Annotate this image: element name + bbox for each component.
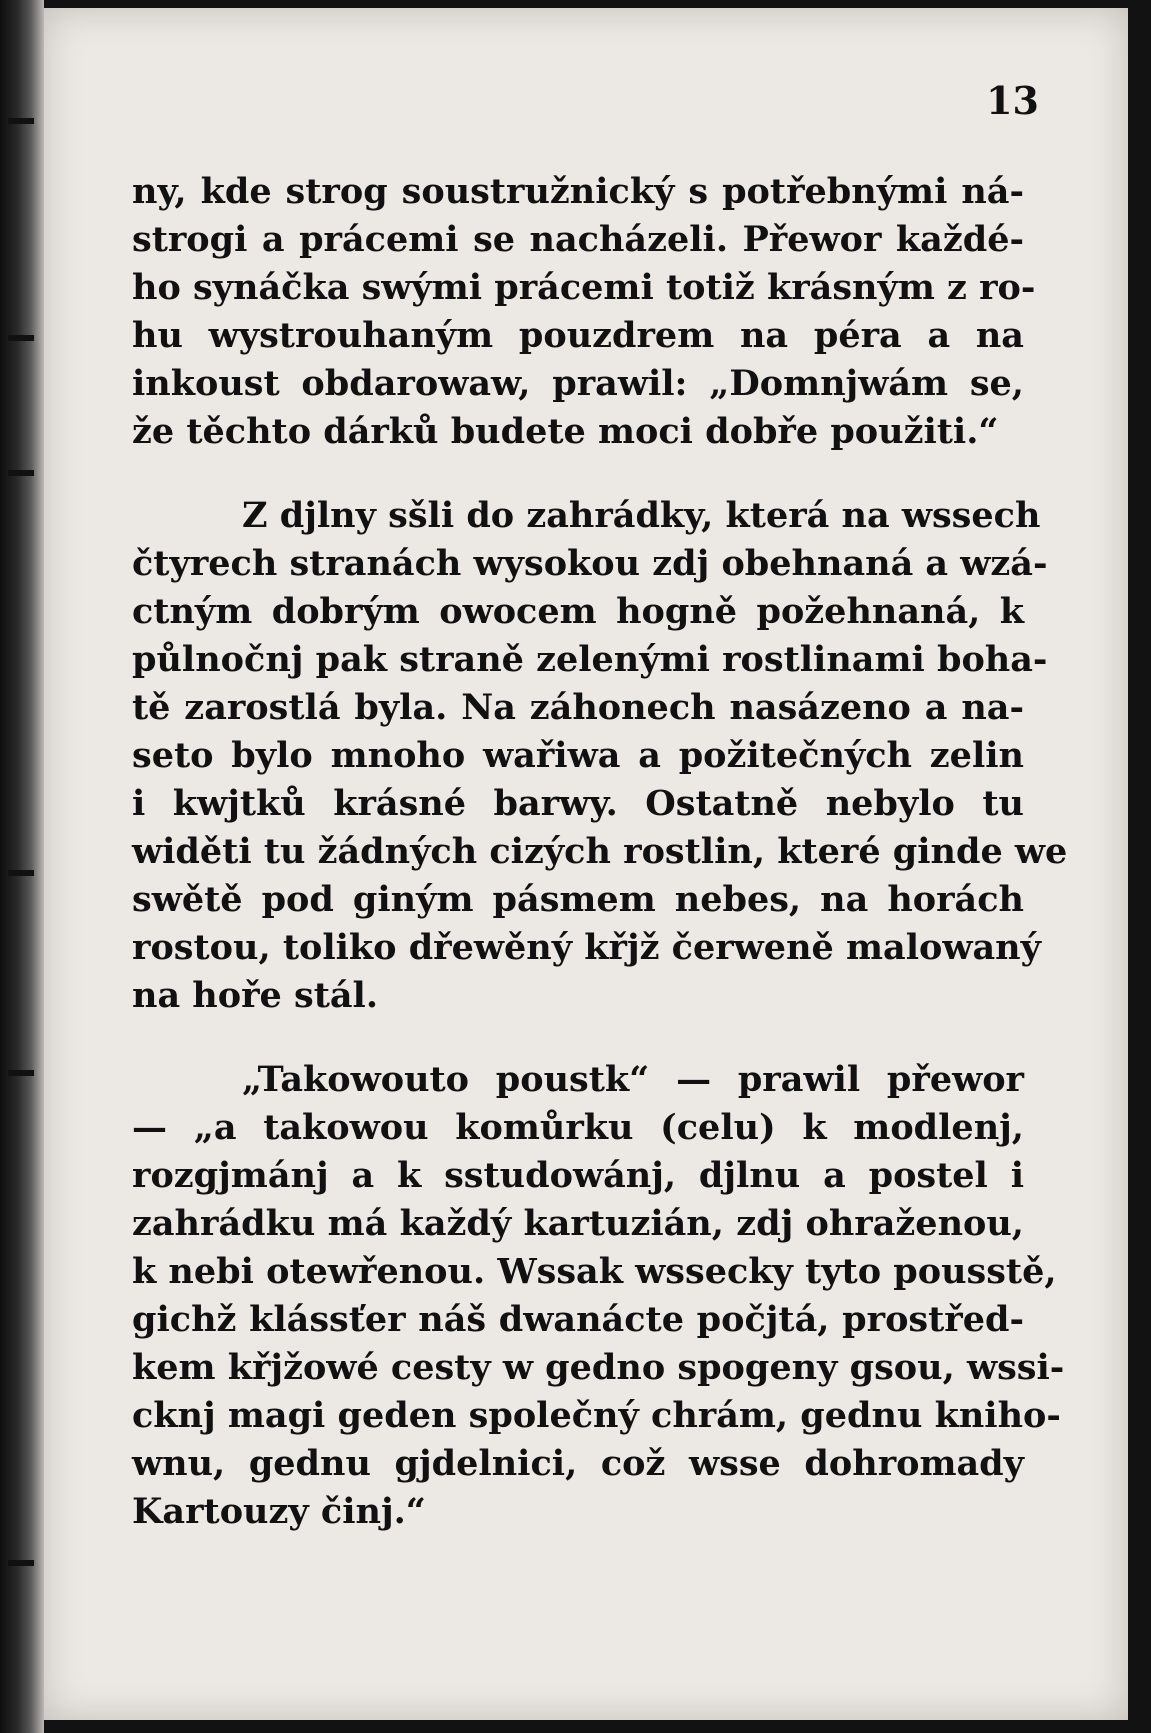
text-line: wnu, gednu gjdelnici, což wsse dohromady	[132, 1443, 1024, 1484]
text-line: gichž klássťer náš dwanácte počjtá, prostřed-	[132, 1299, 1024, 1340]
text-line: Kartouzy činj.“	[132, 1491, 426, 1532]
binding-mark	[8, 118, 34, 124]
page-text	[132, 168, 1068, 1572]
text-line: swětě pod giným pásmem nebes, na horách	[132, 879, 1024, 920]
binding-mark	[8, 870, 34, 876]
binding-mark	[8, 470, 34, 476]
text-line: ctným dobrým owocem hogně požehnaná, k	[132, 591, 1024, 632]
text-line: půlnočnj pak straně zelenými rostlinami boha-	[132, 639, 1048, 680]
book-binding-edge	[0, 0, 44, 1733]
text-line: na hoře stál.	[132, 975, 379, 1016]
text-line: strogi a prácemi se nacházeli. Přewor každé-	[132, 219, 1024, 260]
text-line: ny, kde strog soustružnický s potřebnými ná-	[132, 171, 1024, 212]
paragraph-2	[132, 492, 1068, 1020]
binding-mark	[8, 1560, 34, 1566]
text-line: čtyrech stranách wysokou zdj obehnaná a wzá-	[132, 543, 1048, 584]
text-line: — „a takowou komůrku (celu) k modlenj,	[132, 1107, 1024, 1148]
text-line: zahrádku má každý kartuzián, zdj ohraženou,	[132, 1203, 1024, 1244]
text-line: Z djlny sšli do zahrádky, která na wssech	[242, 495, 1041, 536]
paragraph-3	[132, 1056, 1065, 1536]
text-line: inkoust obdarowaw, prawil: „Domnjwám se,	[132, 363, 1024, 404]
text-line: cknj magi geden společný chrám, gednu kniho-	[132, 1395, 1061, 1436]
text-line: kem křjžowé cesty w gedno spogeny gsou, wssi-	[132, 1347, 1065, 1388]
text-line: ho synáčka swými prácemi totiž krásným z ro-	[132, 267, 1036, 308]
text-line: „Takowouto poustk“ — prawil přewor	[242, 1059, 1024, 1100]
text-line: k nebi otewřenou. Wssak wssecky tyto pousstě,	[132, 1251, 1057, 1292]
text-line: rostou, toliko dřewěný křjž čerweně malowaný	[132, 927, 1041, 968]
text-line: rozgjmánj a k sstudowánj, djlnu a postel i	[132, 1155, 1024, 1196]
text-line: že těchto dárků budete moci dobře použiti.“	[132, 411, 999, 452]
binding-mark	[8, 335, 34, 341]
text-line: hu wystrouhaným pouzdrem na péra a na	[132, 315, 1024, 356]
text-line: tě zarostlá byla. Na záhonech nasázeno a na-	[132, 687, 1024, 728]
text-line: i kwjtků krásné barwy. Ostatně nebylo tu	[132, 783, 1024, 824]
page-number: 13	[986, 78, 1039, 123]
text-line: seto bylo mnoho wařiwa a požitečných zelin	[132, 735, 1024, 776]
binding-mark	[8, 1070, 34, 1076]
paragraph-1	[132, 168, 1036, 456]
text-line: widěti tu žádných cizých rostlin, které ginde we	[132, 831, 1068, 872]
